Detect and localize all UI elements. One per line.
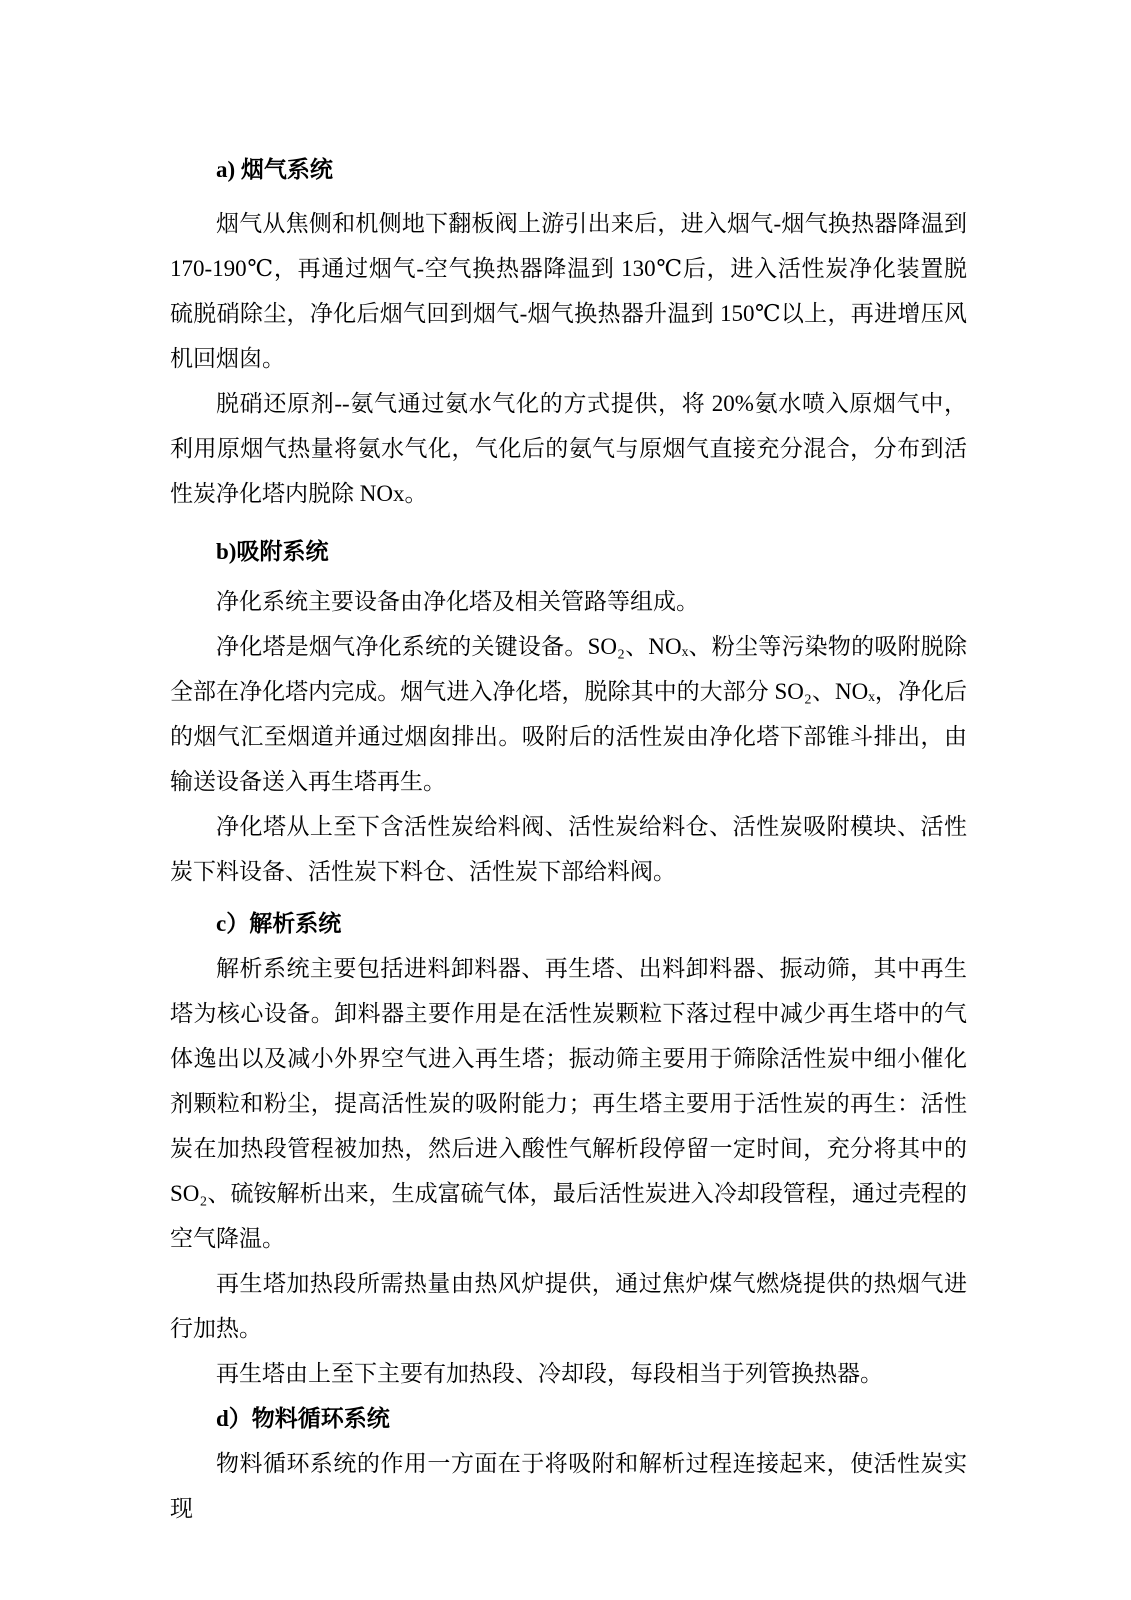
paragraph: 再生塔由上至下主要有加热段、冷却段，每段相当于列管换热器。 bbox=[216, 1361, 883, 1386]
section-flue-gas-system bbox=[170, 147, 967, 516]
paragraph: 再生塔加热段所需热量由热风炉提供，通过焦炉煤气燃烧提供的热烟气进行加热。 bbox=[170, 1271, 967, 1341]
section-heading: b)吸附系统 bbox=[216, 539, 329, 564]
paragraph: 净化塔是烟气净化系统的关键设备。SO₂、NOₓ、粉尘等污染物的吸附脱除全部在净化塔内完成。烟气进入净化塔，脱除其中的大部分 SO₂、NOₓ，净化后的烟气汇至烟道并通过烟囱排出。吸附后的活性炭由净化塔下部锥斗排出，由输送设备送入再生塔再生。 bbox=[170, 634, 967, 794]
section-adsorption-system bbox=[170, 529, 967, 894]
section-heading: a) 烟气系统 bbox=[216, 157, 333, 182]
paragraph: 解析系统主要包括进料卸料器、再生塔、出料卸料器、振动筛，其中再生塔为核心设备。卸料器主要作用是在活性炭颗粒下落过程中减少再生塔中的气体逸出以及减小外界空气进入再生塔；振动筛主要用于筛除活性炭中细小催化剂颗粒和粉尘，提高活性炭的吸附能力；再生塔主要用于活性炭的再生：活性炭在加热段管程被加热，然后进入酸性气解析段停留一定时间，充分将其中的 SO₂、硫铵解析出来，生成富硫气体，最后活性炭进入冷却段管程，通过壳程的空气降温。 bbox=[170, 956, 967, 1251]
paragraph: 净化系统主要设备由净化塔及相关管路等组成。 bbox=[216, 589, 699, 614]
section-desorption-system bbox=[170, 901, 967, 1396]
section-material-circulation-system bbox=[170, 1396, 967, 1531]
paragraph: 脱硝还原剂--氨气通过氨水气化的方式提供，将 20%氨水喷入原烟气中，利用原烟气热量将氨水气化，气化后的氨气与原烟气直接充分混合，分布到活性炭净化塔内脱除 NOx。 bbox=[170, 391, 967, 506]
paragraph: 烟气从焦侧和机侧地下翻板阀上游引出来后，进入烟气-烟气换热器降温到 170-190℃，再通过烟气-空气换热器降温到 130℃后，进入活性炭净化装置脱硫脱硝除尘，净化后烟气回到烟气-烟气换热器升温到 150℃以上，再进增压风机回烟囱。 bbox=[170, 211, 967, 371]
section-heading: c）解析系统 bbox=[216, 911, 342, 936]
paragraph: 净化塔从上至下含活性炭给料阀、活性炭给料仓、活性炭吸附模块、活性炭下料设备、活性炭下料仓、活性炭下部给料阀。 bbox=[170, 814, 967, 884]
paragraph: 物料循环系统的作用一方面在于将吸附和解析过程连接起来，使活性炭实现 bbox=[170, 1451, 967, 1521]
section-heading: d）物料循环系统 bbox=[216, 1406, 390, 1431]
